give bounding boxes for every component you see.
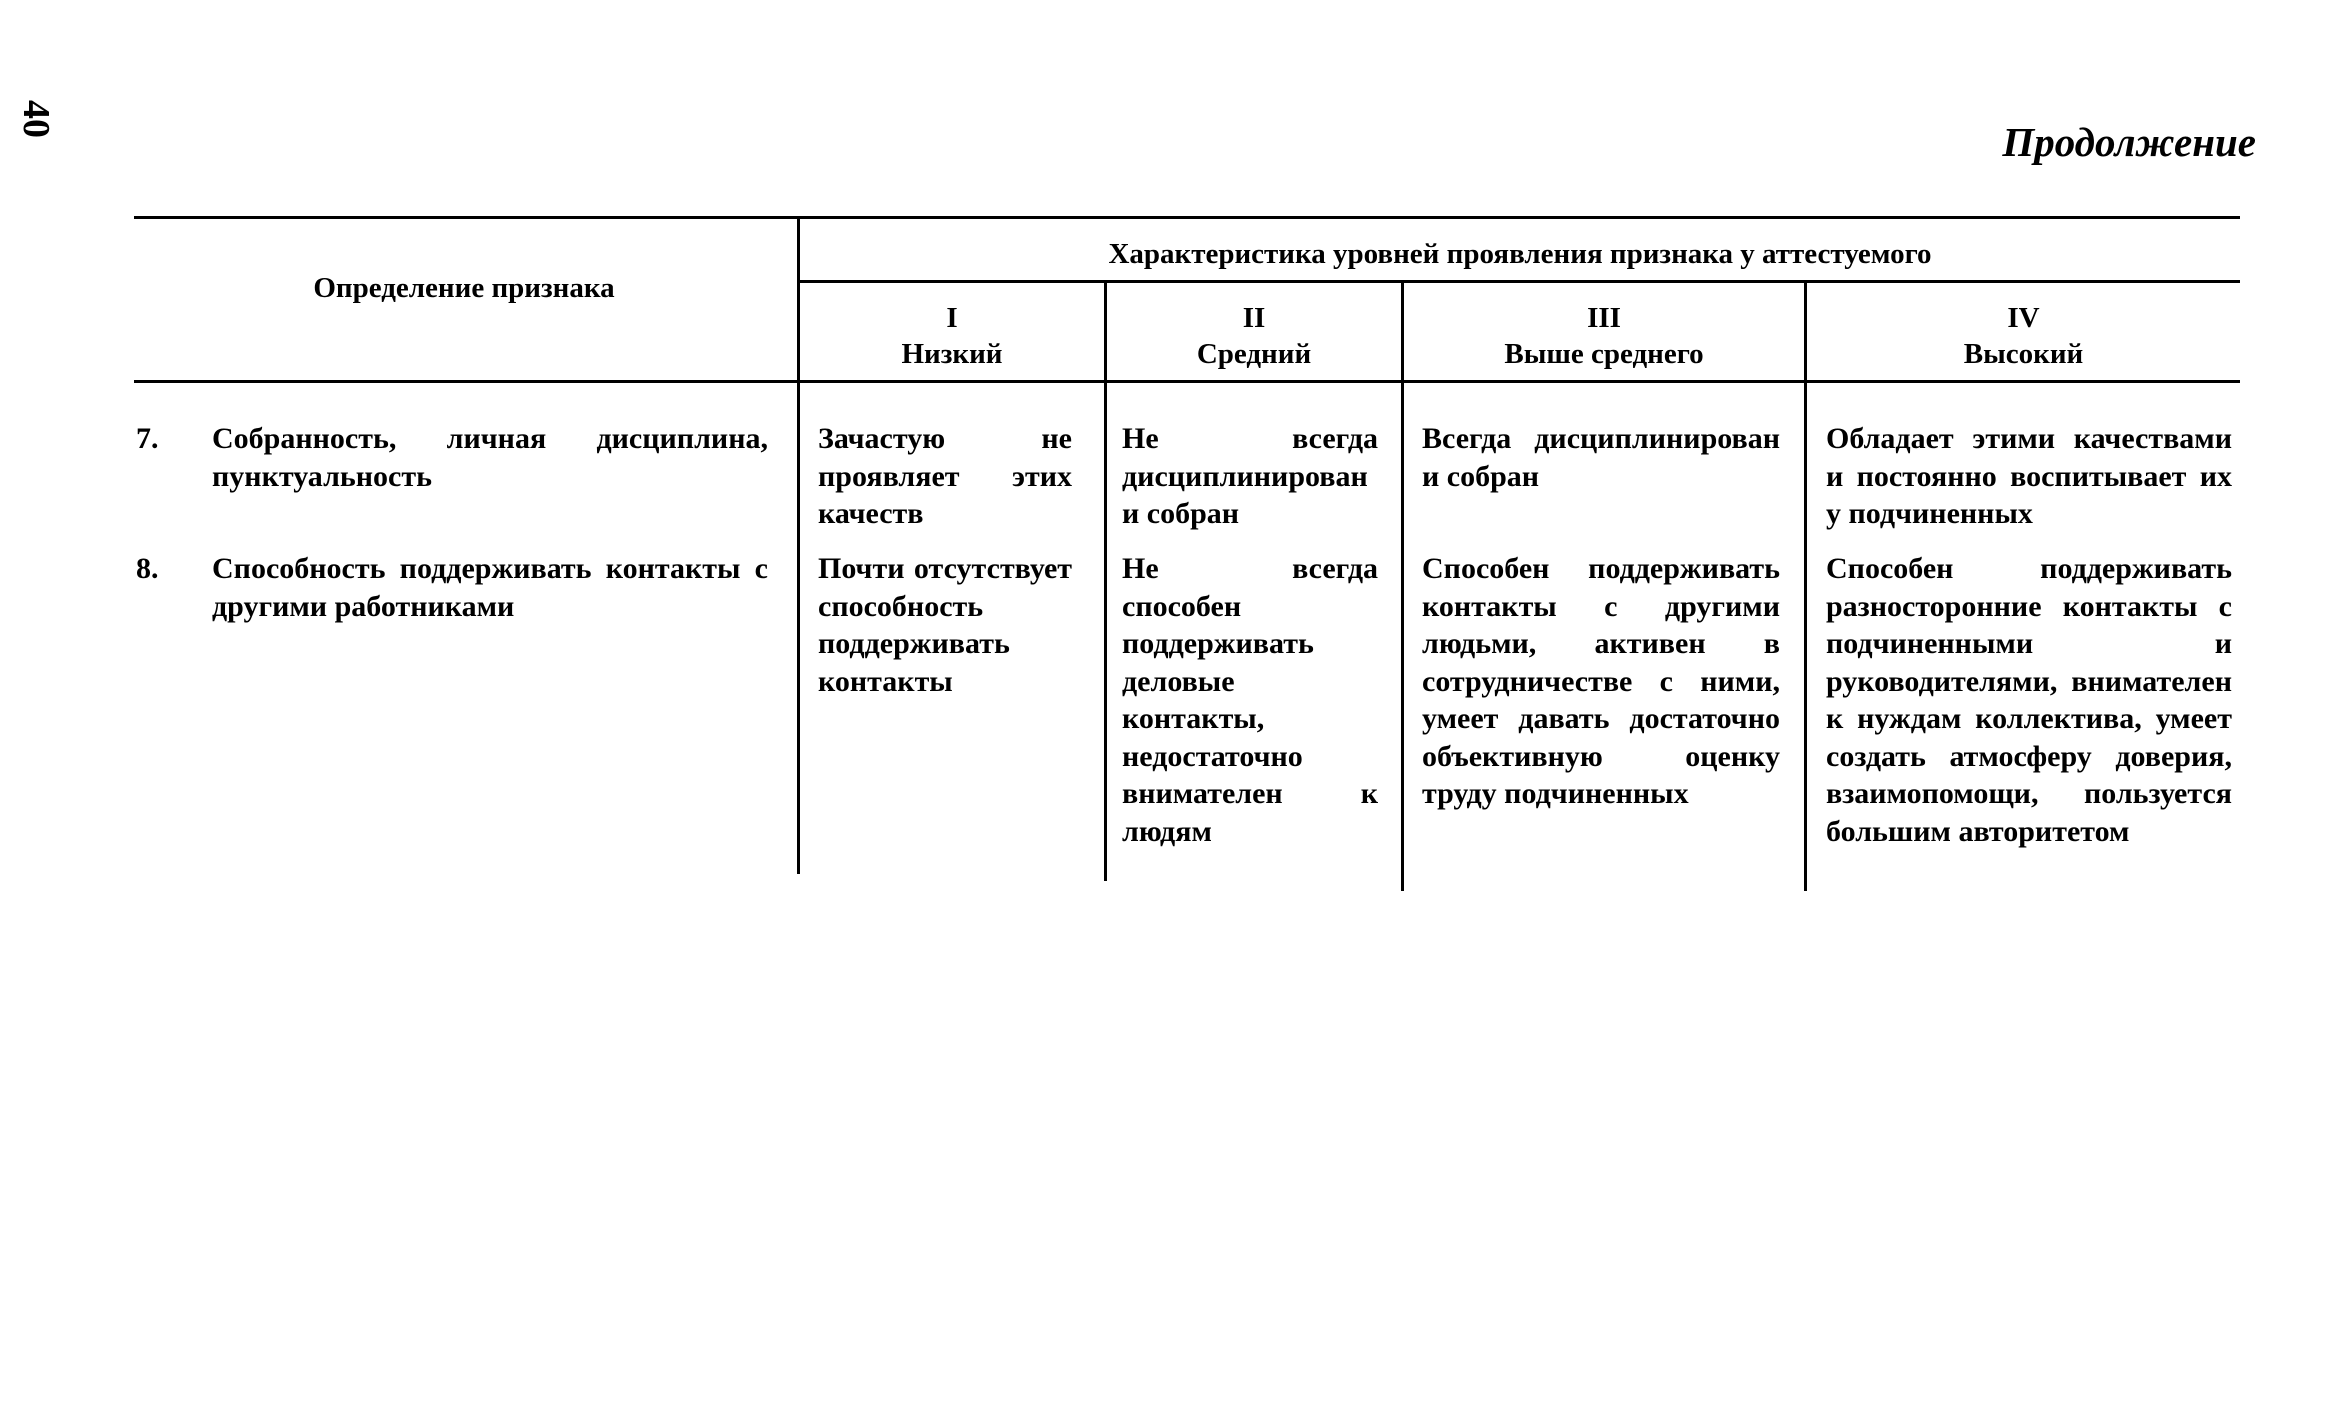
group-header-rule <box>800 280 2240 283</box>
row-level-1: Зачастую не проявляет этих качеств <box>818 422 1072 530</box>
table-top-rule <box>134 216 2240 219</box>
column-divider <box>1804 283 1807 891</box>
level-header-1 <box>800 300 1104 372</box>
continuation-label: Продолжение <box>2002 119 2256 165</box>
level-name: Выше среднего <box>1504 338 1704 370</box>
levels-group-header: Характеристика уровней проявления признака у аттестуемого <box>1108 238 1932 270</box>
row-level-4: Способен поддерживать разносторонние контакты с подчиненными и руководителями, внимателен к нуждам коллектива, умеет создать атмосферу доверия, взаимопомощи, пользуется большим авторитетом <box>1826 552 2232 848</box>
column-divider <box>1401 283 1404 891</box>
level-roman: I <box>946 302 958 334</box>
row-level-4: Обладает этими качествами и постоянно воспитывает их у подчиненных <box>1826 422 2232 530</box>
definition-column-header: Определение признака <box>313 272 615 304</box>
level-roman: IV <box>2007 302 2040 334</box>
level-header-3 <box>1404 300 1804 372</box>
row-number: 7. <box>136 422 159 455</box>
row-definition: Собранность, личная дисциплина, пунктуальность <box>212 422 768 493</box>
level-header-2 <box>1107 300 1401 372</box>
level-header-4 <box>1807 300 2240 372</box>
level-name: Средний <box>1196 338 1312 370</box>
row-level-2: Не всегда дисциплинирован и собран <box>1122 422 1378 530</box>
level-roman: II <box>1242 302 1266 334</box>
column-divider <box>1104 283 1107 881</box>
row-level-1: Почти отсутствует способность поддерживать контакты <box>818 552 1072 698</box>
row-level-3: Способен поддерживать контакты с другими людьми, активен в сотрудничестве с ними, умеет давать достаточно объективную оценку труду подчиненных <box>1422 552 1780 810</box>
level-roman: III <box>1587 302 1621 334</box>
row-number: 8. <box>136 552 159 585</box>
row-level-2: Не всегда способен поддерживать деловые контакты, недостаточно внимателен к людям <box>1122 552 1378 848</box>
level-name: Высокий <box>1963 338 2084 370</box>
header-bottom-rule <box>134 380 2240 383</box>
level-name: Низкий <box>901 338 1003 370</box>
page-number: 40 <box>15 100 57 138</box>
row-level-3: Всегда дисциплинирован и собран <box>1422 422 1780 493</box>
row-definition: Способность поддерживать контакты с другими работниками <box>212 552 768 623</box>
